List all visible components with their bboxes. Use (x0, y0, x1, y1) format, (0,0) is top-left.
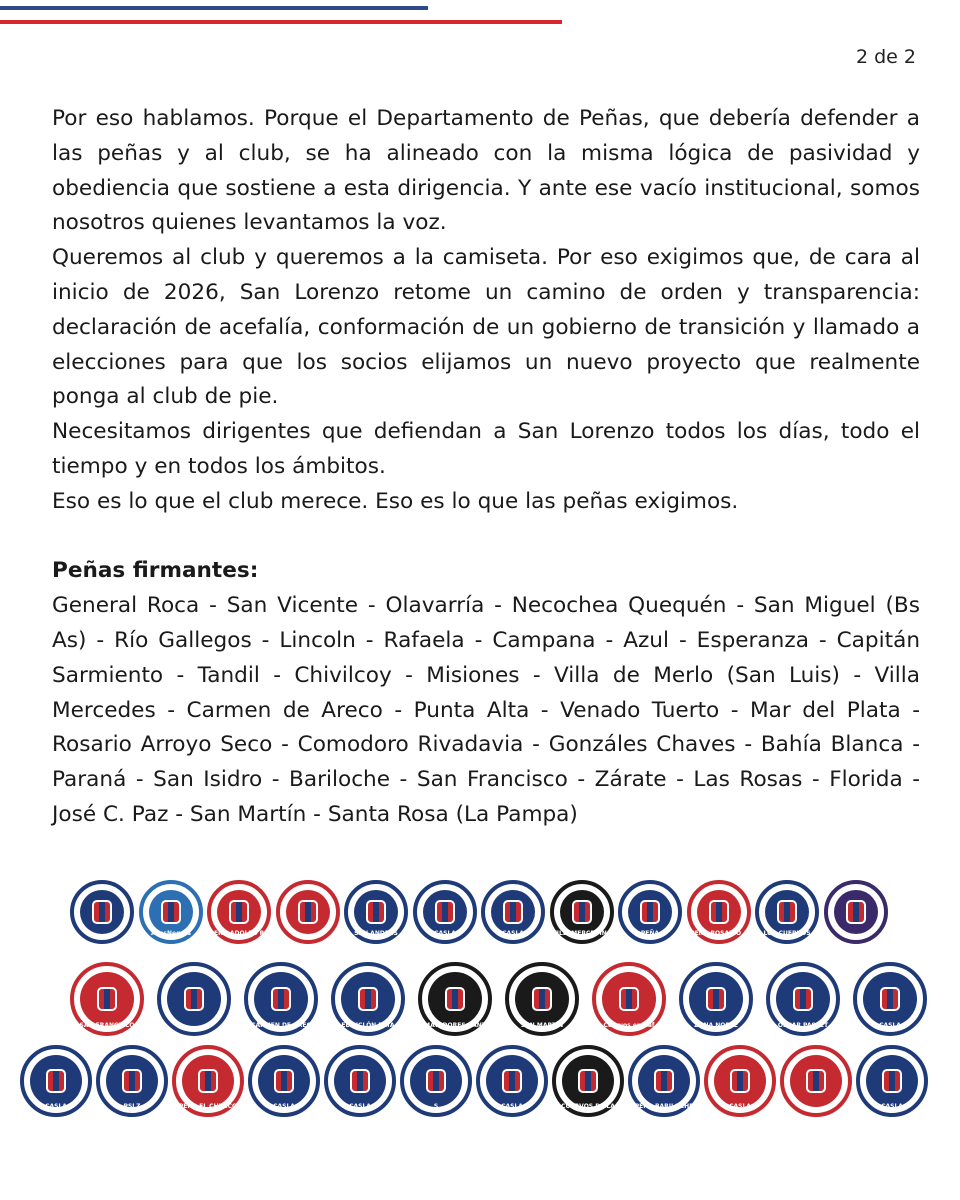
svg-text:CASLA: CASLA (729, 1103, 751, 1110)
pena-logo (400, 1045, 472, 1117)
pena-logo (476, 1045, 548, 1117)
svg-text:PEÑA BARILOCHE: PEÑA BARILOCHE (634, 1103, 694, 1110)
paragraph-2: Queremos al club y queremos a la camiseta. Por eso exigimos que, de cara al inicio de 2026, San Lorenzo retome un camino de orden y transparencia: declaración de acefalía, conformación de un gobierno de transición y llamado a elecciones para que los socios elijamos un nuevo proyecto que realmente ponga al club de pie. (52, 245, 920, 410)
pena-logo (824, 880, 888, 944)
svg-text:PEÑA ADOLFO RE: PEÑA ADOLFO RE (209, 930, 269, 937)
svg-text:SAN FRANCISCO: SAN FRANCISCO (79, 1022, 135, 1029)
pena-logo (687, 880, 751, 944)
svg-text:ZONA NORTE: ZONA NORTE (694, 1022, 738, 1029)
spacer (52, 520, 920, 555)
pena-logo (592, 962, 666, 1036)
pena-logo (248, 1045, 320, 1117)
pena-logo (481, 880, 545, 944)
signatories-list: General Roca - San Vicente - Olavarría - Necochea Quequén - San Miguel (Bs As) - Río Gallegos - Lincoln - Rafaela - Campana - Azul - Esperanza - Capitán Sarmiento - Tandil - Chivilcoy - Misiones - Villa de Merlo (San Luis) - Villa Mercedes - Carmen de Areco - Punta Alta - Venado Tuerto - Mar del Plata - Rosario Arroyo Seco - Comodoro Rivadavia - Gonzáles Chaves - Bahía Blanca - Paraná - San Isidro - Bariloche - San Francisco - Zárate - Las Rosas - Florida - José C. Paz - San Martín - Santa Rosa (La Pampa) (52, 593, 920, 827)
pena-logo (853, 962, 927, 1036)
pena-logo (139, 880, 203, 944)
svg-text:SAN ANDRÉS: SAN ANDRÉS (354, 930, 398, 937)
pena-logo (679, 962, 753, 1036)
pena-logo (418, 962, 492, 1036)
svg-text:CASLA: CASLA (433, 930, 456, 937)
svg-text:CASLA: CASLA (881, 1103, 903, 1110)
svg-text:EL CICLÓN PATA: EL CICLÓN PATA (341, 1022, 395, 1029)
pena-logo (344, 880, 408, 944)
pena-logo (324, 1045, 396, 1117)
svg-text:VILLAMERCEDINO: VILLAMERCEDINO (551, 930, 612, 937)
svg-text:CASLA: CASLA (273, 1103, 295, 1110)
pena-logo (704, 1045, 776, 1117)
svg-text:PEÑA: PEÑA (640, 930, 660, 937)
svg-text:CASLA: CASLA (501, 1103, 523, 1110)
svg-text:CASLA: CASLA (349, 1103, 371, 1110)
pena-logos (18, 880, 938, 1120)
svg-text:PEÑA ROSARIO A: PEÑA ROSARIO A (689, 930, 748, 937)
svg-text:AvesNegras: AvesNegras (150, 930, 191, 937)
pena-logo (70, 880, 134, 944)
svg-text:CARMEN DE AREC: CARMEN DE AREC (251, 1022, 311, 1029)
svg-text:PEÑA EL CHUECO: PEÑA EL CHUECO (178, 1103, 238, 1110)
pena-logo (244, 962, 318, 1036)
svg-text:SAN MARTÍN: SAN MARTÍN (520, 1022, 564, 1029)
paragraph-1: Por eso hablamos. Porque el Departamento de Peñas, que debería defender a las peñas y al club, se ha alineado con la misma lógica de pasividad y obediencia que sostiene a esta dirigencia. Y ante ese vacío institucional, somos nosotros quienes levantamos la voz. (52, 106, 920, 236)
pena-logo (618, 880, 682, 944)
pena-logo (505, 962, 579, 1036)
pena-logo (755, 880, 819, 944)
svg-text:OSCAR PASSET: OSCAR PASSET (777, 1022, 829, 1029)
pena-logo (20, 1045, 92, 1117)
paragraph-3: Necesitamos dirigentes que defiendan a San Lorenzo todos los días, todo el tiempo y en todos los ámbitos. (52, 419, 920, 479)
pena-logo (628, 1045, 700, 1117)
pena-logo (276, 880, 340, 944)
letter-body (52, 102, 920, 833)
pena-logo (331, 962, 405, 1036)
svg-text:CASLA: CASLA (879, 1022, 901, 1029)
svg-text:CASLA: CASLA (502, 930, 524, 937)
pena-logo (552, 1045, 624, 1117)
paragraph-4: Eso es lo que el club merece. Eso es lo que las peñas exigimos. (52, 488, 739, 514)
svg-text:PSLZ: PSLZ (123, 1103, 141, 1110)
pena-logo (70, 962, 144, 1036)
pena-logo (157, 962, 231, 1036)
page-indicator: 2 de 2 (855, 46, 916, 68)
pena-logo (172, 1045, 244, 1117)
svg-text:S: S (433, 1103, 439, 1110)
svg-text:LOS CUERVOS: LOS CUERVOS (763, 930, 811, 937)
pena-logo (766, 962, 840, 1036)
svg-text:CUERVOS DE LA: CUERVOS DE LA (561, 1103, 615, 1110)
header-rule-blue (0, 6, 428, 10)
pena-logo (780, 1045, 852, 1117)
pena-logo (207, 880, 271, 944)
pena-logo (413, 880, 477, 944)
header-rule-red (0, 20, 562, 24)
svg-text:CASLA: CASLA (45, 1103, 67, 1110)
pena-logo (550, 880, 614, 944)
pena-logo (96, 1045, 168, 1117)
svg-text:Cuervos en Raf: Cuervos en Raf (603, 1022, 655, 1029)
signatories-title: Peñas firmantes: (52, 558, 259, 584)
svg-text:MATADORES SANT: MATADORES SANT (424, 1022, 486, 1029)
pena-logo (856, 1045, 928, 1117)
